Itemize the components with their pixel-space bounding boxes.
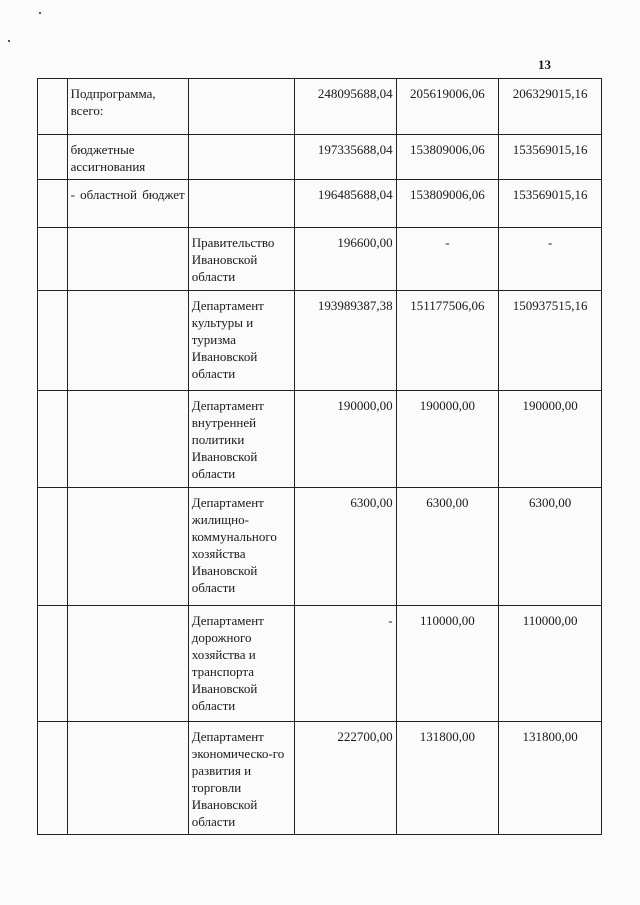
row-number-cell	[38, 135, 68, 180]
row-label	[67, 391, 188, 488]
table-row	[38, 79, 602, 135]
value-year-2: 110000,00	[396, 606, 499, 722]
row-number-cell	[38, 79, 68, 135]
department-name: Департамент экономическо-го развития и торговли Ивановской области	[188, 722, 294, 835]
row-label: - областной бюджет	[67, 180, 188, 228]
row-number-cell	[38, 606, 68, 722]
row-number-cell	[38, 488, 68, 606]
value-year-3: 150937515,16	[499, 291, 602, 391]
value-year-1: 193989387,38	[294, 291, 396, 391]
row-label	[67, 606, 188, 722]
value-year-3: 131800,00	[499, 722, 602, 835]
value-year-1: 248095688,04	[294, 79, 396, 135]
value-year-2: 205619006,06	[396, 79, 499, 135]
value-year-1: -	[294, 606, 396, 722]
value-year-2: 190000,00	[396, 391, 499, 488]
value-year-3: 190000,00	[499, 391, 602, 488]
row-number-cell	[38, 291, 68, 391]
table-row	[38, 488, 602, 606]
department-name: Департамент дорожного хозяйства и транспорта Ивановской области	[188, 606, 294, 722]
department-name	[188, 79, 294, 135]
value-year-2: 153809006,06	[396, 135, 499, 180]
value-year-1: 197335688,04	[294, 135, 396, 180]
row-number-cell	[38, 228, 68, 291]
value-year-1: 222700,00	[294, 722, 396, 835]
department-name: Департамент внутренней политики Ивановской области	[188, 391, 294, 488]
value-year-3: -	[499, 228, 602, 291]
department-name: Правительство Ивановской области	[188, 228, 294, 291]
value-year-3: 110000,00	[499, 606, 602, 722]
value-year-3: 153569015,16	[499, 135, 602, 180]
value-year-1: 196485688,04	[294, 180, 396, 228]
scan-speck	[8, 40, 10, 42]
row-number-cell	[38, 391, 68, 488]
value-year-2: 153809006,06	[396, 180, 499, 228]
value-year-3: 153569015,16	[499, 180, 602, 228]
department-name: Департамент жилищно-коммунального хозяйства Ивановской области	[188, 488, 294, 606]
page-number: 13	[538, 57, 551, 72]
table-row	[38, 228, 602, 291]
scan-speck	[39, 12, 41, 14]
value-year-1: 196600,00	[294, 228, 396, 291]
row-number-cell	[38, 722, 68, 835]
row-label	[67, 722, 188, 835]
table-row	[38, 722, 602, 835]
value-year-1: 190000,00	[294, 391, 396, 488]
table-row	[38, 606, 602, 722]
value-year-2: 151177506,06	[396, 291, 499, 391]
value-year-2: 131800,00	[396, 722, 499, 835]
value-year-2: 6300,00	[396, 488, 499, 606]
value-year-2: -	[396, 228, 499, 291]
table-row	[38, 135, 602, 180]
row-label	[67, 291, 188, 391]
budget-table	[37, 78, 602, 835]
table-row	[38, 291, 602, 391]
department-name	[188, 135, 294, 180]
row-label	[67, 228, 188, 291]
value-year-3: 6300,00	[499, 488, 602, 606]
row-label: Подпрограмма, всего:	[67, 79, 188, 135]
value-year-3: 206329015,16	[499, 79, 602, 135]
row-label	[67, 488, 188, 606]
table-row	[38, 180, 602, 228]
value-year-1: 6300,00	[294, 488, 396, 606]
row-label: бюджетные ассигнования	[67, 135, 188, 180]
table-row	[38, 391, 602, 488]
department-name: Департамент культуры и туризма Ивановской области	[188, 291, 294, 391]
department-name	[188, 180, 294, 228]
row-number-cell	[38, 180, 68, 228]
